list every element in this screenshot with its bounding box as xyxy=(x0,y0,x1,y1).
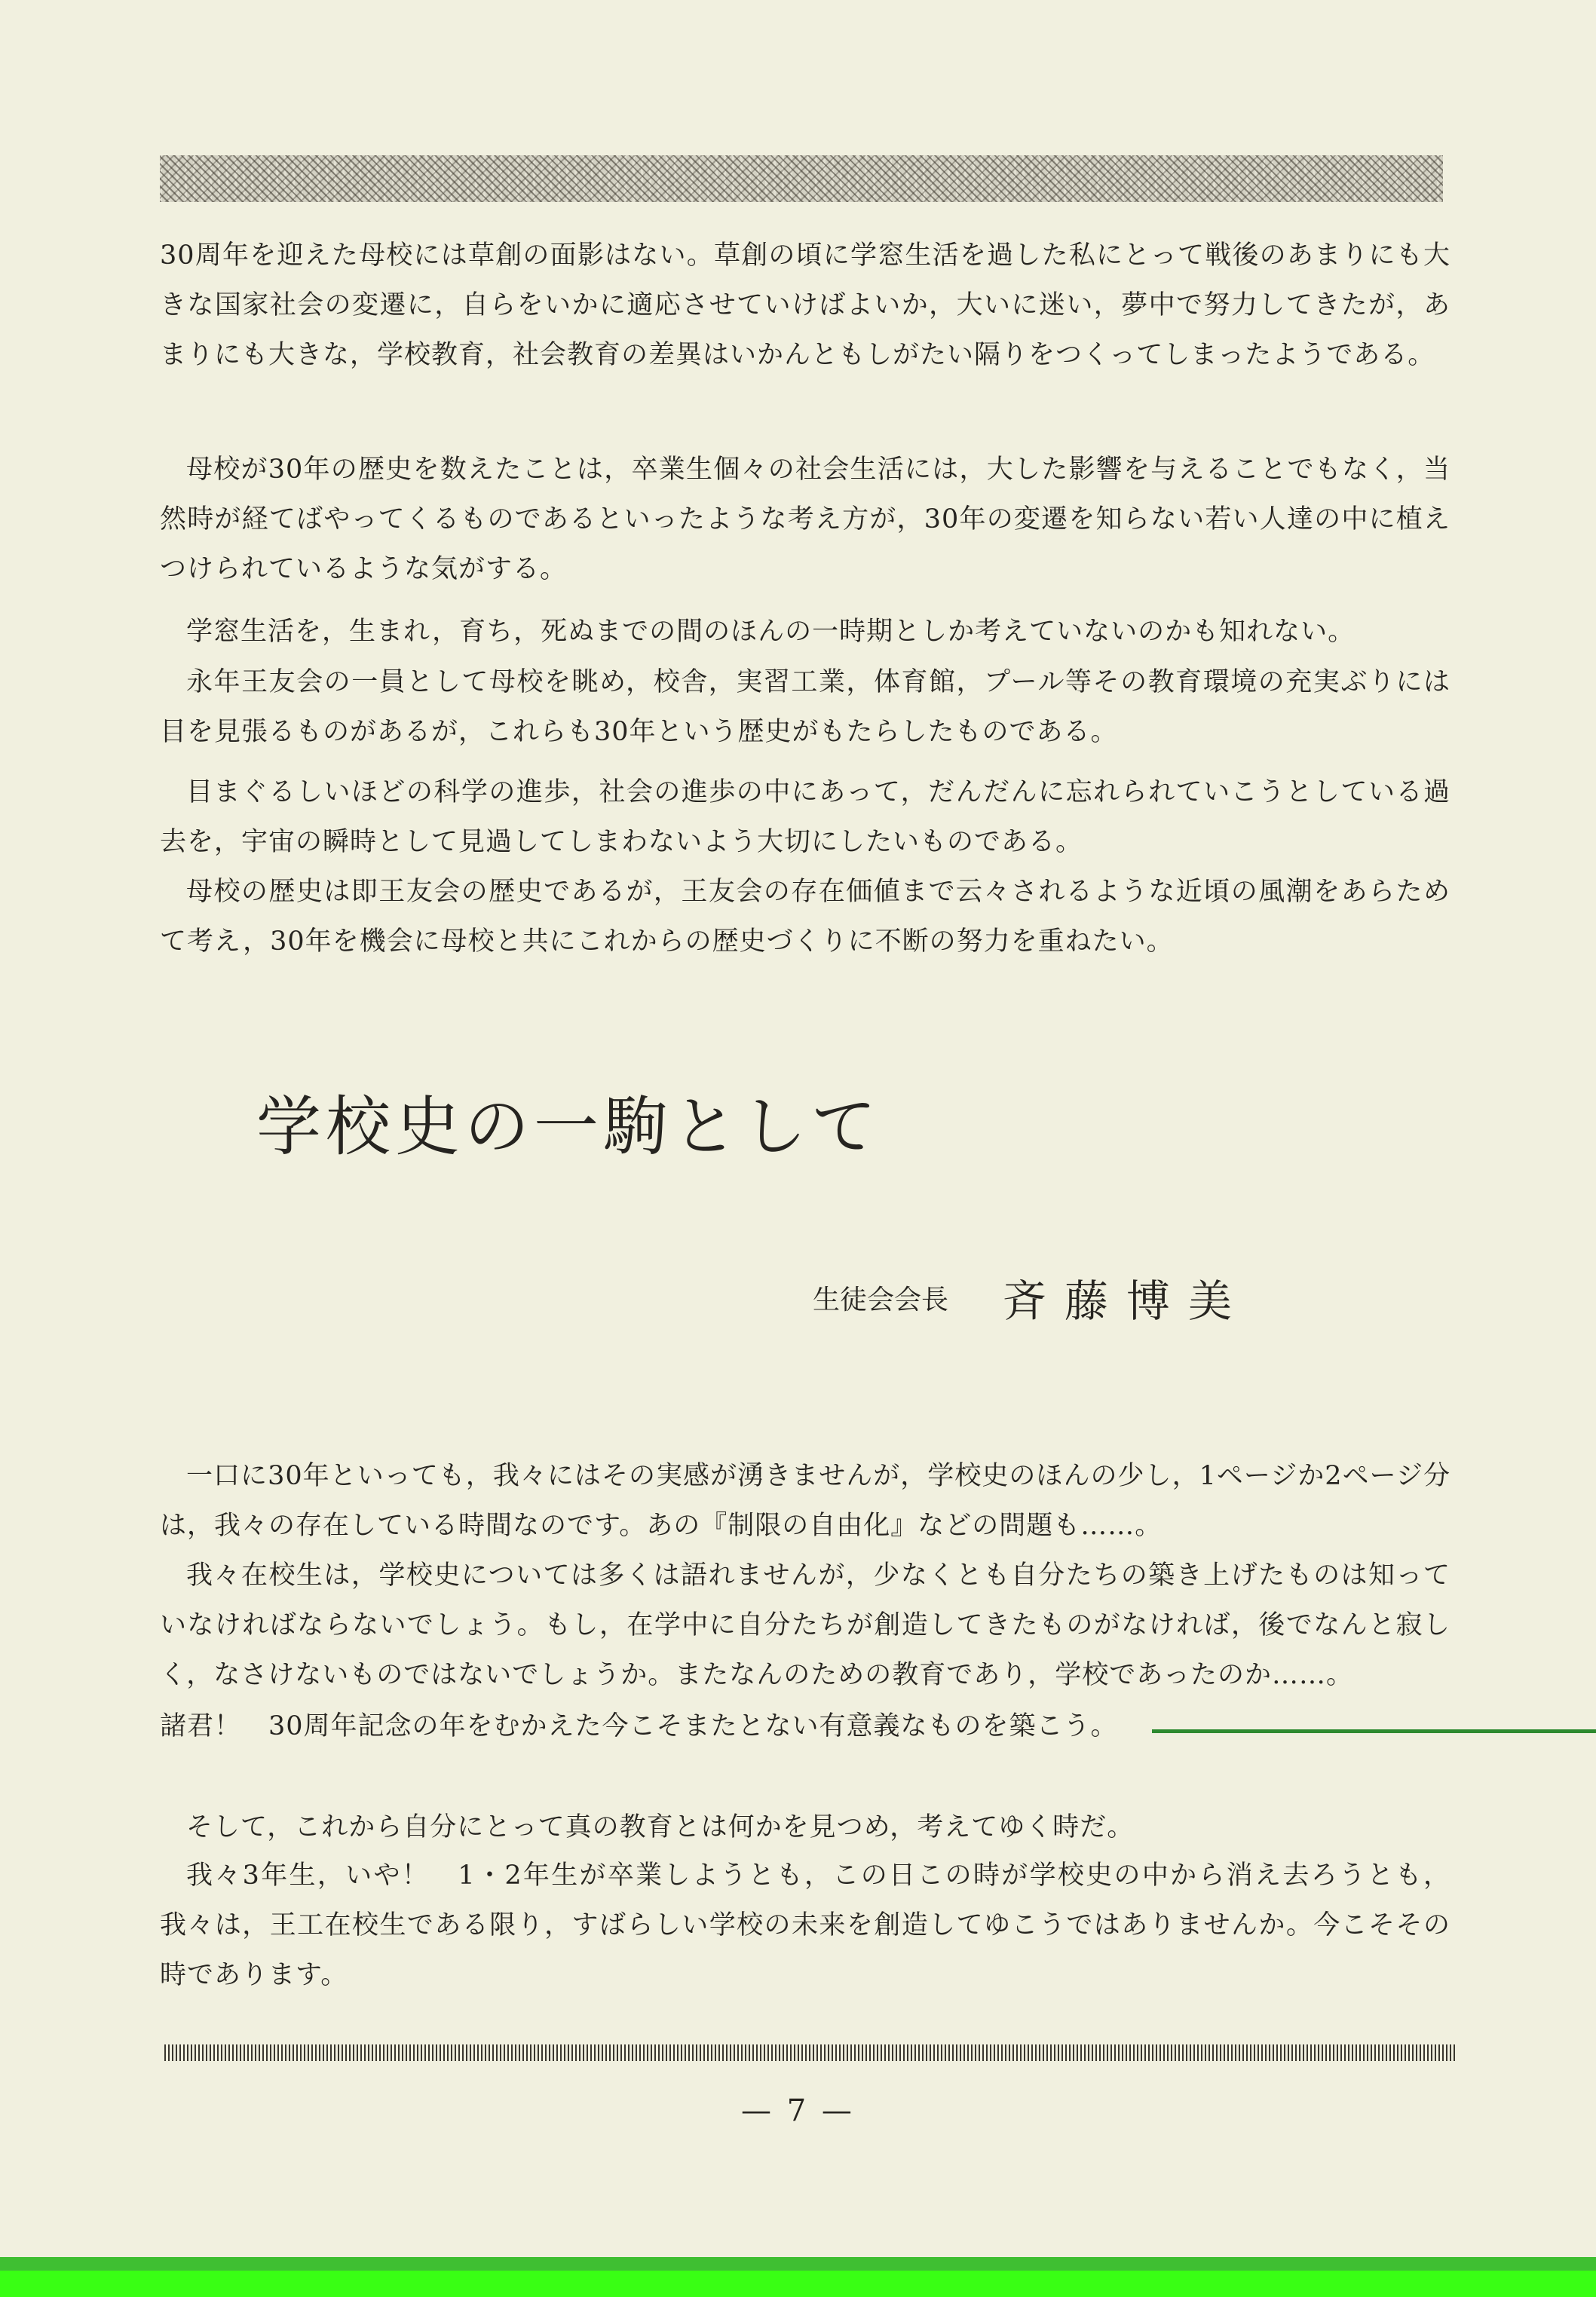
article1-paragraph-2: 母校が30年の歴史を数えたことは，卒業生個々の社会生活には，大した影響を与えることでもなく，当然時が経てばやってくるものであるといったような考え方が，30年の変遷を知らない若い人達の中に植えつけられているような気がする。 xyxy=(160,455,1450,584)
article1-paragraph-1: 30周年を迎えた母校には草創の面影はない。草創の頃に学窓生活を過した私にとって戦後のあまりにも大きな国家社会の変遷に，自らをいかに適応させていけばよいか，大いに迷い，夢中で努力してきたが，あまりにも大きな，学校教育，社会教育の差異はいかんともしがたい隔りをつくってしまったようである。 xyxy=(160,240,1450,370)
decorative-header-band xyxy=(160,155,1443,202)
article2-paragraph-1: 一口に30年といっても，我々にはその実感が湧きませんが，学校史のほんの少し，1ページか2ページ分は，我々の存在している時間なのです。あの『制限の自由化』などの問題も……。 xyxy=(160,1461,1450,1541)
article2-paragraph-4: そして，これから自分にとって真の教育とは何かを見つめ，考えてゆく時だ。 xyxy=(186,1812,1135,1842)
article1-paragraph-4: 永年王友会の一員として母校を眺め，校舎，実習工業，体育館，プール等その教育環境の充実ぶりには目を見張るものがあるが，これらも30年という歴史がもたらしたものである。 xyxy=(160,667,1450,747)
article1-paragraph-3: 学窓生活を，生まれ，育ち，死ぬまでの間のほんの一時期としか考えていないのかも知れない。 xyxy=(186,617,1356,647)
article1-paragraph-5: 目まぐるしいほどの科学の進歩，社会の進歩の中にあって，だんだんに忘れられていこうとしている過去を，宇宙の瞬時として見過してしまわないよう大切にしたいものである。 xyxy=(160,777,1450,857)
author-role: 生徒会会長 xyxy=(813,1285,949,1315)
decorative-footer-rule xyxy=(164,2044,1455,2061)
scan-edge-band xyxy=(0,2257,1596,2271)
author-name: 斉藤博美 xyxy=(1003,1276,1251,1327)
scan-edge-band-bright xyxy=(0,2271,1596,2297)
article2-paragraph-3: 諸君！ 30周年記念の年をむかえた今こそまたとない有意義なものを築こう。 xyxy=(160,1711,1118,1741)
article-title: 学校史の一駒として xyxy=(256,1089,881,1165)
scan-artifact-line xyxy=(1152,1729,1596,1733)
article2-paragraph-2: 我々在校生は，学校史については多くは語れませんが，少なくとも自分たちの築き上げたものは知っていなければならないでしょう。もし，在学中に自分たちが創造してきたものがなければ，後でなんと寂しく，なさけないものではないでしょうか。またなんのための教育であり，学校であったのか……。 xyxy=(160,1560,1450,1690)
article2-paragraph-5: 我々3年生，いや！ 1・2年生が卒業しようとも，この日この時が学校史の中から消え去ろうとも，我々は，王工在校生である限り，すばらしい学校の未来を創造してゆこうではありませんか。今こそその時であります。 xyxy=(160,1861,1450,1990)
page-number: — 7 — xyxy=(741,2093,855,2128)
article1-paragraph-6: 母校の歴史は即王友会の歴史であるが，王友会の存在価値まで云々されるような近頃の風潮をあらためて考え，30年を機会に母校と共にこれからの歴史づくりに不断の努力を重ねたい。 xyxy=(160,877,1450,957)
